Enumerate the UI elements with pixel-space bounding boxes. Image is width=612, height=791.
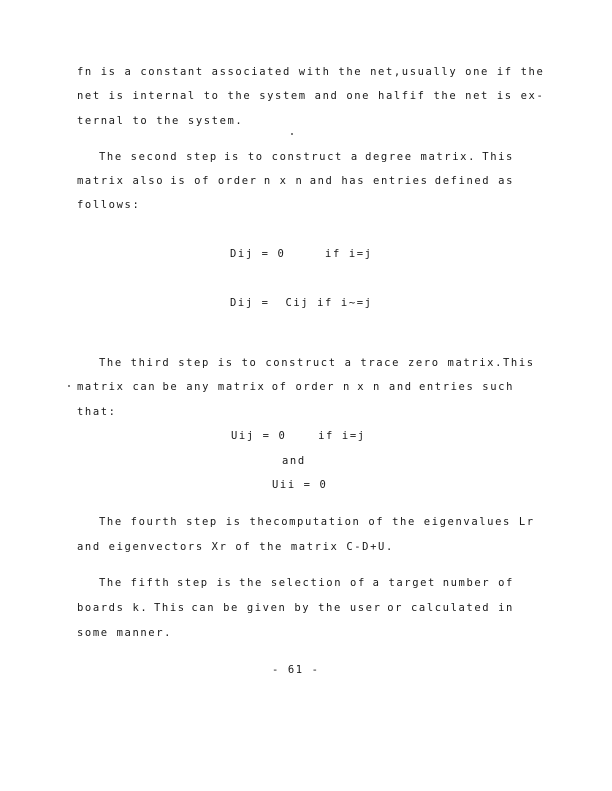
scan-speck [291,133,293,135]
paragraph-3-line-2: matrix can be any matrix of order n x n and entries such [77,381,514,393]
paragraph-2-line-2: matrix also is of order n x n and has entries defined as [77,175,514,187]
equation-dij-offdiagonal: Dij = Cij if i~=j [230,297,373,309]
paragraph-3-line-3: that: [77,406,117,418]
paragraph-4-line-1: The fourth step is the computation of the eigenvalues Lr [99,516,535,528]
paragraph-5-line-3: some manner. [77,627,173,639]
paragraph-5-line-1: The fifth step is the selection of a target number of [99,577,514,589]
scan-speck [68,385,70,387]
paragraph-4-line-2: and eigenvectors Xr of the matrix C-D+U. [77,541,394,553]
equation-uij-diagonal: Uij = 0 if i=j [231,430,366,442]
equation-dij-diagonal: Dij = 0 if i=j [230,248,373,260]
equation-connector-and: and [282,455,306,467]
paragraph-1-line-3: ternal to the system. [77,115,244,127]
paragraph-2-line-1: The second step is to construct a degree matrix. This [99,151,514,163]
page-number: - 61 - [272,664,320,676]
equation-uii: Uii = 0 [272,479,328,491]
paragraph-3-line-1: The third step is to construct a trace zero matrix. This [99,357,535,369]
paragraph-1-line-1: fn is a constant associated with the net, usually one if the [77,66,545,78]
paragraph-5-line-2: boards k. This can be given by the user or calculated in [77,602,514,614]
paragraph-1-line-2: net is internal to the system and one half if the net is ex- [77,90,545,102]
paragraph-2-line-3: follows: [77,199,141,211]
